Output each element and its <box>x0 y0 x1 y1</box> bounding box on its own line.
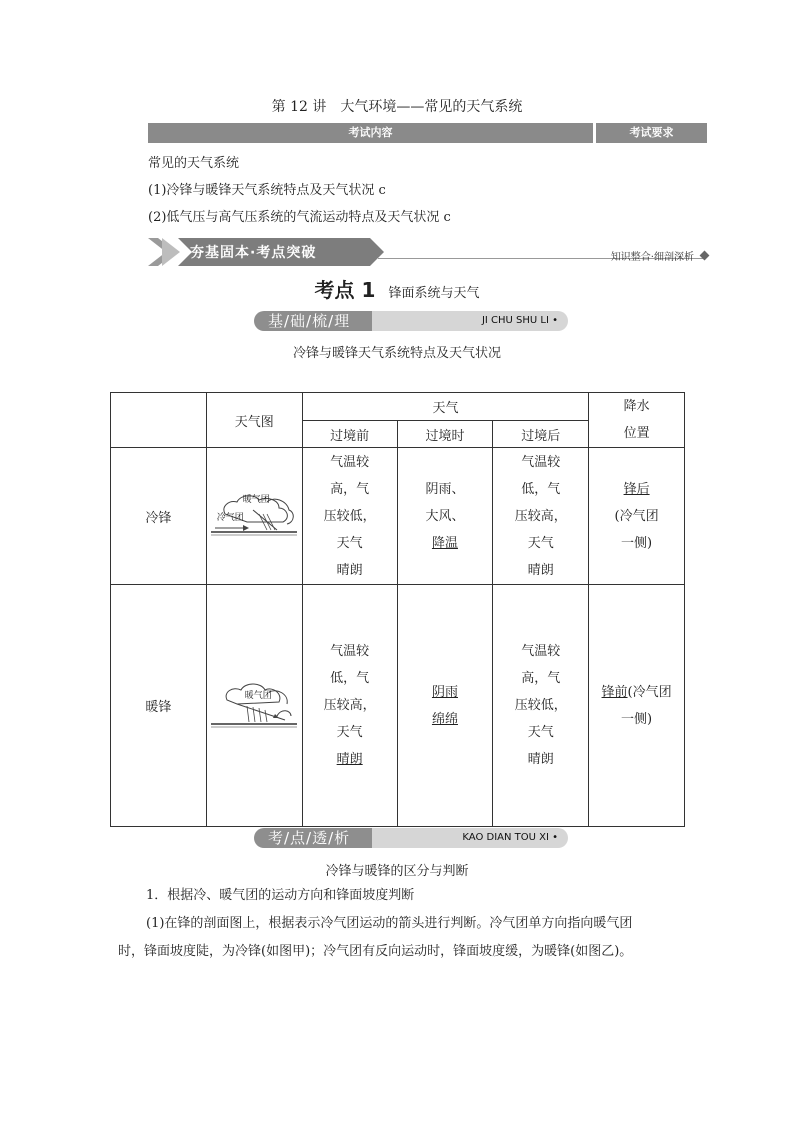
table-corner <box>111 393 207 448</box>
page-title: 第 12 讲 大气环境——常见的天气系统 <box>271 99 523 115</box>
requirements-header <box>148 123 707 143</box>
paragraph-line: 时，锋面坡度陡，为冷锋(如图甲)；冷气团有反向运动时，锋面坡度缓，为暖锋(如图乙)。 <box>118 944 633 959</box>
header-map: 天气图 <box>206 393 302 448</box>
warm-front-illustration <box>207 672 301 736</box>
cold-precip: 锋后 (冷气团 一侧) <box>589 448 685 585</box>
banner-subtitle: 知识整合·细剖深析 <box>610 252 694 263</box>
ribbon-basics <box>254 311 568 331</box>
warm-before: 气温较 低，气 压较高， 天气 晴朗 <box>302 585 397 827</box>
topic-heading <box>0 274 794 303</box>
row-name-cold-front: 冷锋 <box>111 448 207 585</box>
ribbon-en-label: KAO DIAN TOU XI • <box>462 832 558 843</box>
cold-before: 气温较 高，气 压较低， 天气 晴朗 <box>302 448 397 585</box>
cold-front-diagram <box>206 448 302 585</box>
header-precip: 降水 位置 <box>589 393 685 448</box>
header-before: 过境前 <box>302 421 397 448</box>
paragraph-line: (1)在锋的剖面图上，根据表示冷气团运动的箭头进行判断。冷气团单方向指向暖气团 <box>146 916 633 931</box>
header-during: 过境时 <box>397 421 493 448</box>
requirement-line: (2)低气压与高气压系统的气流运动特点及天气状况 c <box>148 210 451 225</box>
cold-after: 气温较 低，气 压较高， 天气 晴朗 <box>493 448 589 585</box>
exam-requirement-header: 考试要求 <box>596 123 707 143</box>
front-weather-table <box>110 392 685 827</box>
requirement-line: (1)冷锋与暖锋天气系统特点及天气状况 c <box>148 183 386 198</box>
ribbon-en-label: JI CHU SHU LI • <box>481 315 558 326</box>
cold-map-warm-label: 暖气团 <box>242 495 270 505</box>
banner-title: 夯基固本·考点突破 <box>190 245 317 261</box>
row-name-warm-front: 暖锋 <box>111 585 207 827</box>
ribbon-cn-label: 考/点/透/析 <box>268 829 351 847</box>
header-after: 过境后 <box>493 421 589 448</box>
section-banner <box>148 238 708 266</box>
table-caption: 冷锋与暖锋天气系统特点及天气状况 <box>292 346 501 361</box>
warm-map-warm-label: 暖气团 <box>244 690 272 701</box>
header-weather: 天气 <box>302 393 588 421</box>
warm-during: 阴雨 绵绵 <box>397 585 493 827</box>
warm-after: 气温较 高，气 压较低， 天气 晴朗 <box>493 585 589 827</box>
section-caption: 冷锋与暖锋的区分与判断 <box>325 864 469 879</box>
warm-precip: 锋前(冷气团 一侧) <box>589 585 685 827</box>
topic-label: 考点 1 <box>314 278 376 302</box>
cold-map-cold-label: 冷气团 <box>216 513 244 523</box>
point-heading: 1．根据冷、暖气团的运动方向和锋面坡度判断 <box>146 888 415 903</box>
ribbon-analysis <box>254 828 568 848</box>
cold-during: 阴雨、 大风、 降温 <box>397 448 493 585</box>
topic-name: 锋面系统与天气 <box>388 286 480 301</box>
warm-front-diagram <box>206 585 302 827</box>
requirement-line: 常见的天气系统 <box>148 156 240 171</box>
ribbon-cn-label: 基/础/梳/理 <box>268 312 351 330</box>
exam-content-header: 考试内容 <box>148 123 593 143</box>
